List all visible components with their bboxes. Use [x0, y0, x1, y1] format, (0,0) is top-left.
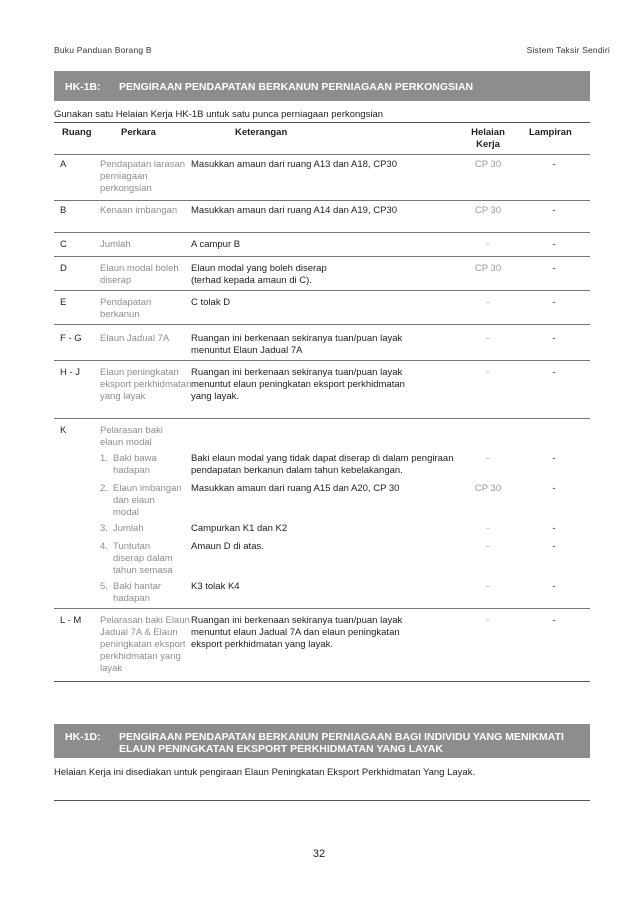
helaian-kerja: -: [486, 523, 490, 534]
helaian-kerja: CP 30: [474, 159, 502, 170]
perkara: Tuntutan diserap dalam tahun semasa: [113, 541, 173, 576]
table-row: [54, 324, 590, 361]
keterangan: Masukkan amaun dari ruang A13 dan A18, CP30: [191, 159, 397, 170]
section-code: HK-1B:: [65, 81, 101, 93]
table-top-rule: [54, 122, 590, 123]
ruang: E: [60, 297, 67, 308]
keterangan: Amaun D di atas.: [191, 541, 264, 552]
keterangan: A campur B: [191, 239, 241, 250]
lampiran: -: [552, 159, 556, 170]
item-number: 2.: [100, 483, 108, 494]
ruang: B: [60, 205, 67, 216]
table-row: [54, 256, 590, 291]
perkara: Baki hantar hadapan: [113, 581, 162, 604]
table-row: [54, 360, 590, 419]
keterangan: Ruangan ini berkenaan sekiranya tuan/puan layak menuntut Elaun Jadual 7A: [191, 333, 403, 356]
perkara: Elaun modal boleh diserap: [100, 263, 179, 286]
col-lampiran: Lampiran: [529, 127, 572, 138]
page-number: 32: [312, 848, 326, 860]
col-helaian: Helaian Kerja: [471, 127, 505, 150]
section-intro: Helaian Kerja ini disediakan untuk pengiraan Elaun Peningkatan Eksport Perkhidmatan Yang Layak.: [54, 767, 476, 778]
helaian-kerja: -: [486, 453, 490, 464]
helaian-kerja: -: [486, 615, 490, 626]
running-header-right: Sistem Taksir Sendiri: [526, 45, 610, 55]
perkara: Pelarasan baki elaun modal: [100, 425, 163, 448]
table-row: [54, 608, 590, 682]
section-title: PENGIRAAN PENDAPATAN BERKANUN PERNIAGAAN PERKONGSIAN: [119, 81, 474, 93]
keterangan: Ruangan ini berkenaan sekiranya tuan/puan layak menuntut elaun Jadual 7A dan elaun peningkatan eksport perkhidmatan yang layak.: [191, 615, 403, 650]
helaian-kerja: CP 30: [474, 263, 502, 274]
section-title: PENGIRAAN PENDAPATAN BERKANUN PERNIAGAAN BAGI INDIVIDU YANG MENIKMATI ELAUN PENINGKATAN EKSPORT PERKHIDMATAN YANG LAYAK: [119, 731, 564, 755]
keterangan: C tolak D: [191, 297, 231, 308]
perkara: Kenaan imbangan: [100, 205, 178, 216]
ruang: H - J: [60, 367, 81, 378]
helaian-kerja: -: [486, 581, 490, 592]
section-bottom-rule: [54, 800, 590, 801]
lampiran: -: [552, 615, 556, 626]
perkara: Pendapatan berkanun: [100, 297, 152, 320]
col-ruang: Ruang: [62, 127, 92, 138]
ruang: K: [60, 425, 67, 436]
item-number: 3.: [100, 523, 108, 534]
item-number: 1.: [100, 453, 108, 464]
keterangan: Masukkan amaun dari ruang A14 dan A19, CP30: [191, 205, 397, 216]
perkara: Pelarasan baki Elaun Jadual 7A & Elaun peningkatan eksport perkhidmatan yang layak: [100, 615, 190, 674]
lampiran: -: [552, 453, 556, 464]
table-row: [54, 154, 590, 197]
col-keterangan: Keterangan: [235, 127, 288, 138]
helaian-kerja: -: [486, 367, 490, 378]
keterangan: Ruangan ini berkenaan sekiranya tuan/puan layak menuntut elaun peningkatan eksport perkhidmatan yang layak.: [191, 367, 405, 402]
section-code: HK-1D:: [65, 731, 101, 743]
keterangan: Elaun modal yang boleh diserap (terhad kepada amaun di C).: [191, 263, 327, 286]
lampiran: -: [552, 367, 556, 378]
perkara: Elaun imbangan dan elaun modal: [113, 483, 182, 518]
lampiran: -: [552, 483, 556, 494]
table-row: [54, 290, 590, 325]
item-number: 4.: [100, 541, 108, 552]
table-header: [54, 124, 590, 154]
running-header-left: Buku Panduan Borang B: [54, 45, 152, 55]
lampiran: -: [552, 205, 556, 216]
helaian-kerja: -: [486, 239, 490, 250]
section-intro: Gunakan satu Helaian Kerja HK-1B untuk satu punca perniagaan perkongsian: [54, 109, 384, 120]
helaian-kerja: CP 30: [474, 205, 502, 216]
helaian-kerja: -: [486, 541, 490, 552]
perkara: Elaun Jadual 7A: [100, 333, 170, 344]
helaian-kerja: CP 30: [474, 483, 502, 494]
helaian-kerja: -: [486, 333, 490, 344]
section-hk1b-banner: [54, 71, 590, 101]
keterangan: Baki elaun modal yang tidak dapat diserap di dalam pengiraan pendapatan berkanun dalam tahun kebelakangan.: [191, 453, 454, 476]
perkara: Jumlah: [100, 239, 131, 250]
ruang: L - M: [60, 615, 82, 626]
table-row: [54, 200, 590, 233]
col-perkara: Perkara: [121, 127, 156, 138]
perkara: Baki bawa hadapan: [113, 453, 157, 476]
ruang: A: [60, 159, 67, 170]
ruang: D: [60, 263, 67, 274]
lampiran: -: [552, 239, 556, 250]
lampiran: -: [552, 297, 556, 308]
section-hk1d-banner: [54, 724, 590, 758]
lampiran: -: [552, 263, 556, 274]
ruang: C: [60, 239, 67, 250]
lampiran: -: [552, 333, 556, 344]
perkara: Elaun peningkatan eksport perkhidmatan yang layak: [100, 367, 192, 402]
perkara: Jumlah: [113, 523, 144, 534]
keterangan: K3 tolak K4: [191, 581, 240, 592]
item-number: 5.: [100, 581, 108, 592]
keterangan: Campurkan K1 dan K2: [191, 523, 288, 534]
keterangan: Masukkan amaun dari ruang A15 dan A20, CP 30: [191, 483, 400, 494]
lampiran: -: [552, 523, 556, 534]
lampiran: -: [552, 541, 556, 552]
table-row: [54, 418, 590, 609]
table-row: [54, 232, 590, 257]
lampiran: -: [552, 581, 556, 592]
helaian-kerja: -: [486, 297, 490, 308]
ruang: F - G: [60, 333, 82, 344]
perkara: Pendapatan larasan perniagaan perkongsian: [100, 159, 186, 194]
